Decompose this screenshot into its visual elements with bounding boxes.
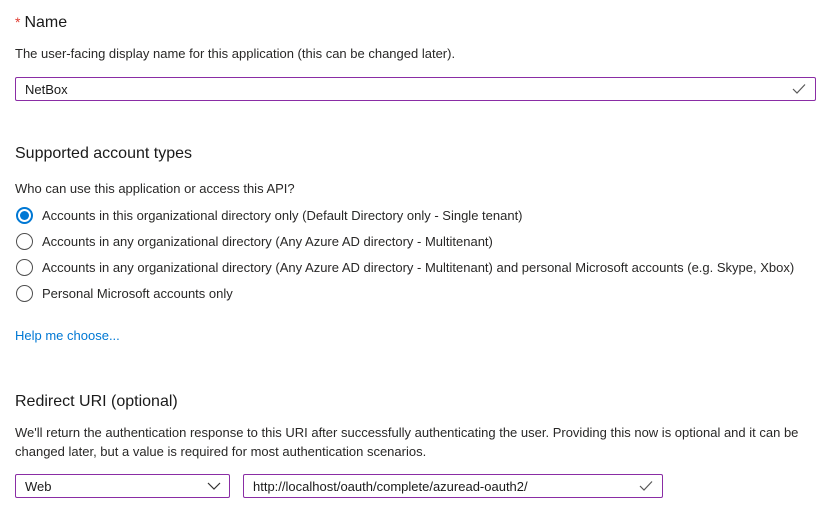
name-label: Name <box>24 14 68 31</box>
redirect-uri-input-container <box>243 474 663 498</box>
name-description: The user-facing display name for this application (this can be changed later). <box>15 46 456 61</box>
name-section-heading <box>15 12 816 33</box>
help-me-choose-link[interactable]: Help me choose... <box>15 328 120 343</box>
radio-option-multitenant-personal[interactable] <box>15 254 816 280</box>
radio-icon[interactable] <box>16 233 33 250</box>
radio-option-label: Accounts in any organizational directory (Any Azure AD directory - Multitenant) and personal Microsoft accounts (e.g. Skype, Xbox) <box>42 259 795 275</box>
radio-icon[interactable] <box>16 285 33 302</box>
radio-icon[interactable] <box>16 259 33 276</box>
platform-select[interactable] <box>15 474 230 498</box>
chevron-down-icon <box>207 482 221 490</box>
redirect-uri-description: We'll return the authentication response to this URI after successfully authenticating the user. Providing this now is optional and it can be changed later, but a value is required for most authentication scenarios. <box>15 425 799 459</box>
radio-icon[interactable] <box>16 207 33 224</box>
radio-option-label: Personal Microsoft accounts only <box>42 285 233 301</box>
redirect-uri-row <box>15 474 816 498</box>
account-types-question: Who can use this application or access this API? <box>15 181 295 196</box>
radio-option-single-tenant[interactable] <box>15 202 816 228</box>
radio-option-label: Accounts in this organizational directory only (Default Directory only - Single tenant) <box>42 207 523 223</box>
radio-option-label: Accounts in any organizational directory (Any Azure AD directory - Multitenant) <box>42 233 493 249</box>
redirect-uri-heading: Redirect URI (optional) <box>15 393 178 410</box>
platform-select-value: Web <box>25 478 52 494</box>
redirect-uri-input[interactable] <box>244 475 662 497</box>
radio-option-personal-only[interactable] <box>15 280 816 306</box>
required-asterisk: * <box>15 14 21 30</box>
name-input[interactable] <box>16 78 815 100</box>
account-types-radio-group <box>15 202 816 306</box>
account-types-heading: Supported account types <box>15 145 193 162</box>
name-input-container <box>15 77 816 101</box>
radio-option-multitenant[interactable] <box>15 228 816 254</box>
